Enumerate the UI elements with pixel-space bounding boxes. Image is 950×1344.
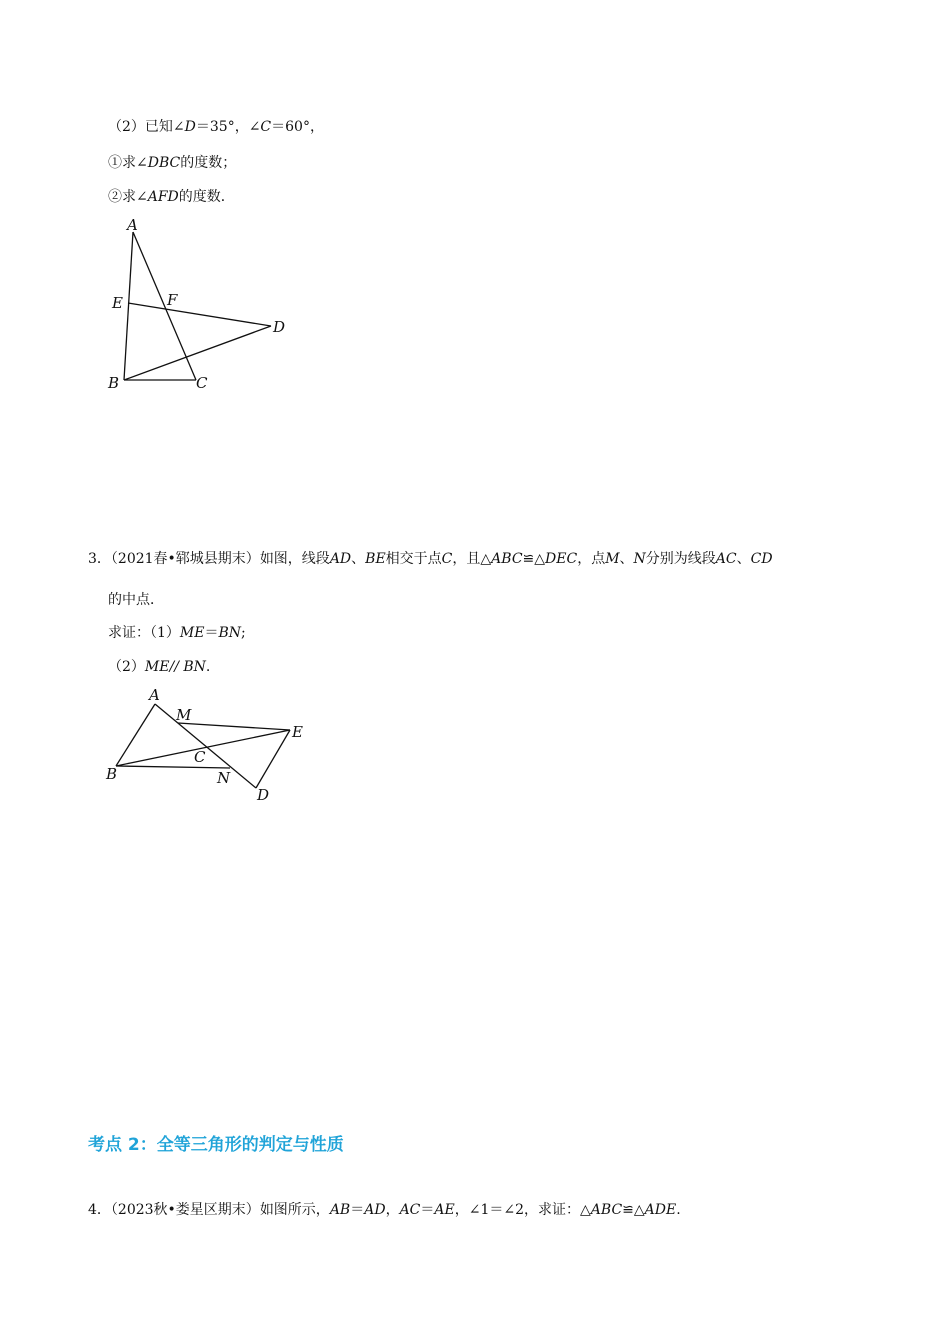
var-cd: CD — [750, 551, 773, 567]
problem3-proof2 — [108, 657, 210, 677]
problem2-part2-prefix: （2）已知∠ — [108, 119, 185, 135]
problem2-part2-line — [108, 117, 324, 137]
problem4-text-2: ， — [385, 1202, 400, 1218]
proof1-end: ; — [241, 625, 246, 641]
q2-var: AFD — [147, 189, 179, 205]
label-d: D — [273, 318, 286, 336]
problem4-text-3: ，∠1＝∠2，求证：△ — [454, 1202, 591, 1218]
label-e: E — [292, 723, 303, 741]
segment-ab — [124, 232, 133, 380]
q1-var: DBC — [147, 155, 181, 171]
problem4-equals-2: ＝ — [420, 1202, 435, 1218]
proof1-equals: ＝ — [204, 625, 219, 641]
var-bn-2: BN — [183, 659, 206, 675]
problem3-source: （2021春•郓城县期末） — [110, 551, 260, 567]
problem4-source: （2023秋•娄星区期末） — [110, 1202, 260, 1218]
problem2-question2 — [108, 187, 235, 207]
problem3-text-4: ，且△ — [452, 551, 492, 567]
var-be: BE — [365, 551, 386, 567]
var-ad: AD — [364, 1202, 386, 1218]
parallel-symbol: // — [169, 659, 179, 675]
var-ac: AC — [399, 1202, 421, 1218]
problem2-part2-mid: ＝35°，∠ — [195, 119, 261, 135]
problem4-text-4: ≌△ — [622, 1202, 645, 1218]
segment-me — [178, 723, 290, 730]
var-m: M — [605, 551, 620, 567]
segment-bd — [124, 326, 271, 380]
problem3-statement-line2: 的中点． — [108, 592, 164, 608]
var-ac: AC — [715, 551, 737, 567]
problem3-text-8: 分别为线段 — [645, 551, 716, 567]
var-ab: AB — [329, 1202, 351, 1218]
var-abc: ABC — [590, 1202, 623, 1218]
segment-ed — [256, 730, 290, 788]
var-abc: ABC — [491, 551, 523, 567]
problem3-statement — [88, 549, 773, 569]
label-b: B — [106, 765, 118, 783]
segment-ba — [116, 704, 155, 766]
problem3-text-6: ，点 — [577, 551, 606, 567]
segment-ad — [155, 704, 256, 788]
label-c: C — [194, 748, 206, 766]
q1-suffix: 的度数； — [180, 155, 237, 171]
label-n: N — [217, 769, 231, 787]
label-b: B — [108, 374, 120, 392]
problem3-proof1 — [108, 623, 246, 643]
var-me: ME — [179, 625, 205, 641]
segment-bn — [116, 766, 230, 768]
q2-suffix: 的度数． — [178, 189, 235, 205]
problem4-text-1: 如图所示， — [259, 1202, 330, 1218]
problem4-equals-1: ＝ — [350, 1202, 365, 1218]
problem2-part2-end: ＝60°， — [271, 119, 324, 135]
problem2-question1 — [108, 153, 236, 173]
problem4-text-5: . — [676, 1202, 681, 1218]
angle-d-var: D — [184, 119, 196, 135]
problem4-statement — [88, 1200, 681, 1220]
label-a: A — [149, 686, 160, 704]
segment-ed — [128, 303, 271, 326]
var-ae: AE — [434, 1202, 455, 1218]
var-c: C — [441, 551, 453, 567]
label-m: M — [176, 706, 192, 724]
proof2-end: . — [205, 659, 211, 675]
segment-ac — [133, 232, 196, 380]
var-n: N — [633, 551, 646, 567]
q1-prefix: ①求∠ — [108, 155, 148, 171]
segment-be — [116, 730, 290, 766]
label-f: F — [167, 291, 178, 309]
var-dec: DEC — [545, 551, 578, 567]
problem3-text-2: 、 — [351, 551, 366, 567]
problem3-text-9: 、 — [736, 551, 751, 567]
section-heading: 考点 2：全等三角形的判定与性质 — [88, 1135, 344, 1155]
angle-c-var: C — [260, 119, 272, 135]
var-ade: ADE — [644, 1202, 677, 1218]
label-e: E — [112, 294, 123, 312]
q2-prefix: ②求∠ — [108, 189, 148, 205]
problem3-text-1: 如图，线段 — [259, 551, 330, 567]
proof1-prefix: 求证：（1） — [108, 625, 180, 641]
var-me-2: ME — [144, 659, 170, 675]
label-c: C — [196, 374, 208, 392]
label-a: A — [127, 216, 138, 234]
problem3-text-7: 、 — [619, 551, 634, 567]
problem3-text-5: ≌△ — [522, 551, 546, 567]
problem3-number: 3． — [88, 551, 111, 567]
var-bn: BN — [218, 625, 242, 641]
proof2-prefix: （2） — [108, 659, 145, 675]
var-ad: AD — [329, 551, 352, 567]
label-d: D — [257, 786, 270, 804]
problem3-text-3: 相交于点 — [385, 551, 442, 567]
problem4-number: 4． — [88, 1202, 111, 1218]
